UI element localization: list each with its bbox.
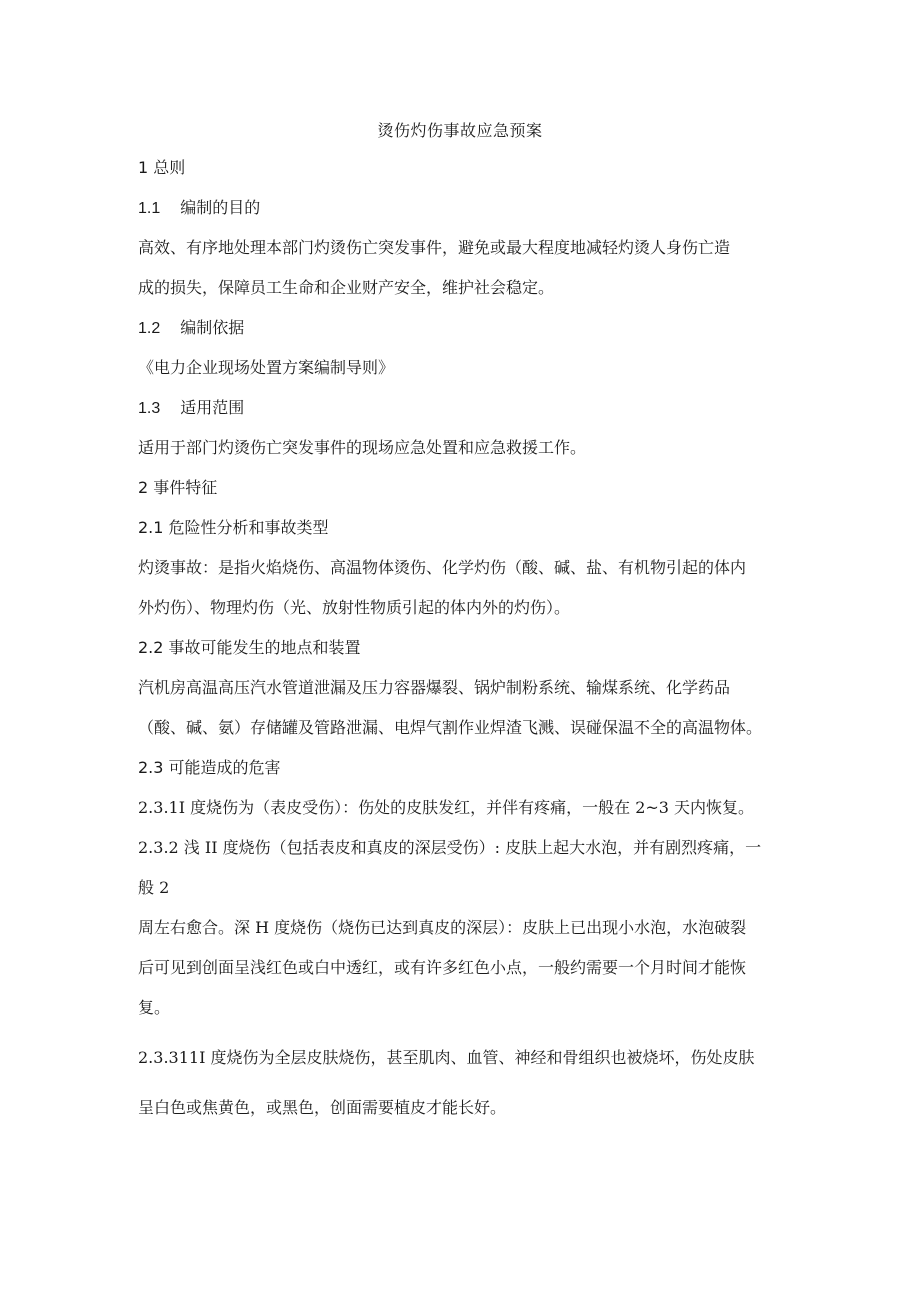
paragraph-line: 复。 [138, 998, 171, 1017]
section-number: 1.2 [138, 320, 161, 337]
paragraph-line: 2.3.311I 度烧伤为全层皮肤烧伤，甚至肌肉、血管、神经和骨组织也被烧坏，伤处皮肤 [138, 1048, 755, 1067]
paragraph-line: 《电力企业现场处置方案编制导则》 [138, 358, 395, 377]
section-heading-text: 编制依据 [180, 318, 245, 337]
paragraph-line: 高效、有序地处理本部门灼烫伤亡突发事件，避免或最大程度地减轻灼烫人身伤亡造 [138, 238, 731, 257]
paragraph-line: 呈白色或焦黄色，或黑色，创面需要植皮才能长好。 [138, 1098, 507, 1117]
paragraph-line: 般 2 [138, 878, 170, 897]
section-heading-event-features: 2 事件特征 [138, 478, 218, 497]
subsection-heading-locations: 2.2 事故可能发生的地点和装置 [138, 638, 361, 657]
subsection-heading-basis [138, 317, 244, 340]
paragraph-line: （酸、碱、氨）存储罐及管路泄漏、电焊气割作业焊渣飞溅、误碰保温不全的高温物体。 [138, 718, 763, 737]
subsection-heading-risk-analysis: 2.1 危险性分析和事故类型 [138, 518, 329, 537]
paragraph-line: 周左右愈合。深 H 度烧伤（烧伤已达到真皮的深层）：皮肤上已出现小水泡，水泡破裂 [138, 918, 747, 937]
section-heading-general: 1 总则 [138, 158, 186, 177]
paragraph-line: 2.3.2 浅 II 度烧伤（包括表皮和真皮的深层受伤）: 皮肤上起大水泡，并有剧烈疼痛，一 [138, 838, 762, 857]
paragraph-line: 外灼伤）、物理灼伤（光、放射性物质引起的体内外的灼伤）。 [138, 598, 571, 617]
paragraph-line: 适用于部门灼烫伤亡突发事件的现场应急处置和应急救援工作。 [138, 438, 587, 457]
paragraph-line: 后可见到创面呈浅红色或白中透红，或有许多红色小点，一般约需要一个月时间才能恢 [138, 958, 747, 977]
subsection-heading-hazards: 2.3 可能造成的危害 [138, 758, 281, 777]
document-title: 烫伤灼伤事故应急预案 [377, 121, 543, 140]
section-number: 1.1 [138, 200, 161, 217]
paragraph-line: 灼烫事故：是指火焰烧伤、高温物体烫伤、化学灼伤（酸、碱、盐、有机物引起的体内 [138, 558, 747, 577]
paragraph-line: 成的损失，保障员工生命和企业财产安全，维护社会稳定。 [138, 278, 555, 297]
subsection-heading-purpose [138, 197, 260, 220]
subsection-heading-scope [138, 397, 244, 420]
paragraph-line: 2.3.1I 度烧伤为（表皮受伤）：伤处的皮肤发红，并伴有疼痛，一般在 2~3 天内恢复。 [138, 798, 755, 817]
section-number: 1.3 [138, 400, 161, 417]
paragraph-line: 汽机房高温高压汽水管道泄漏及压力容器爆裂、锅炉制粉系统、输煤系统、化学药品 [138, 678, 731, 697]
section-heading-text: 适用范围 [180, 398, 245, 417]
section-heading-text: 编制的目的 [180, 198, 261, 217]
